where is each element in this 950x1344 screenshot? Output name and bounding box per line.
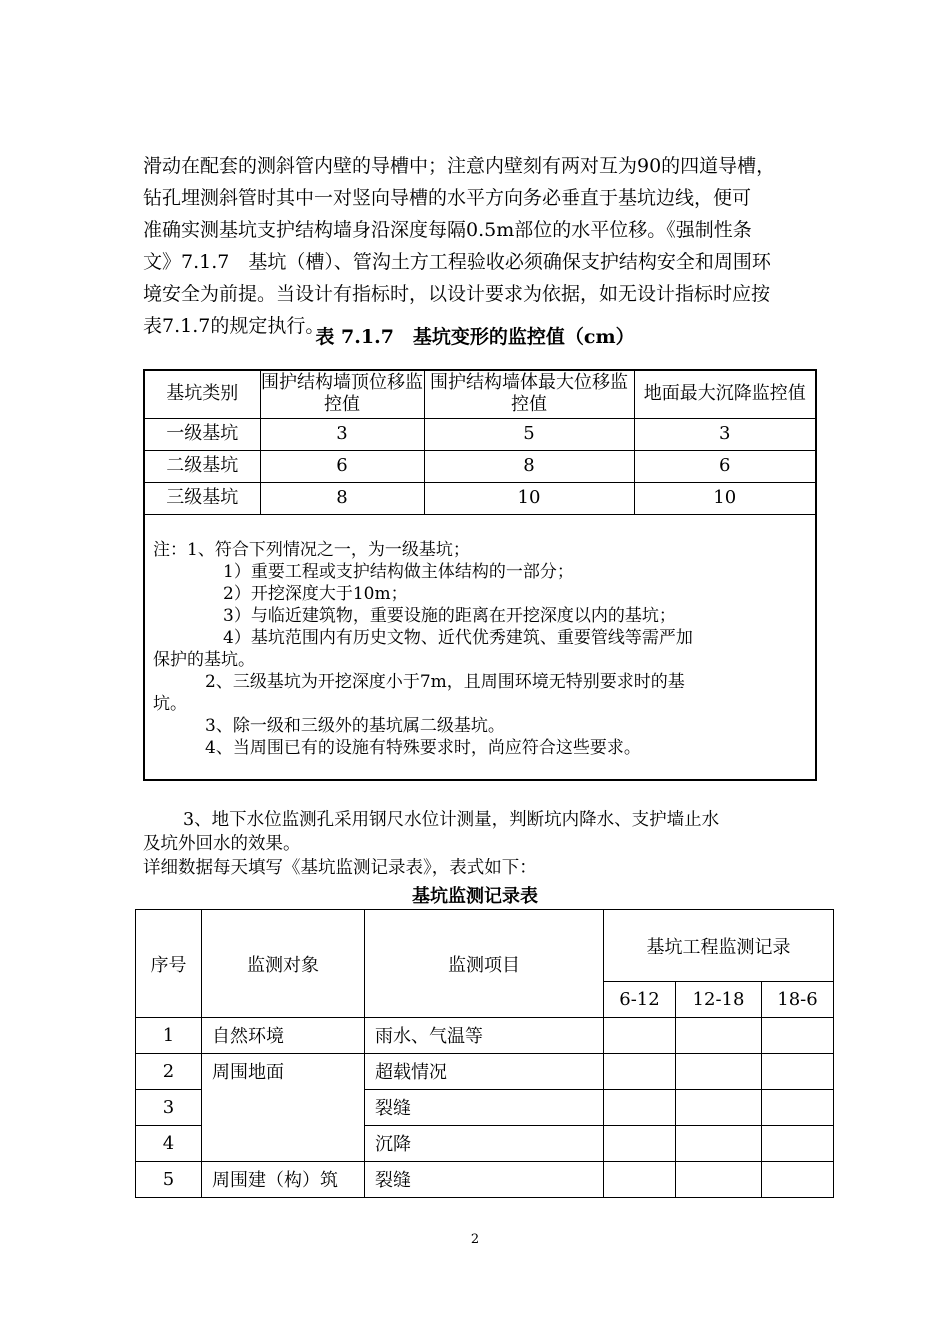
note-line: 2、三级基坑为开挖深度小于7m，且周围环境无特别要求时的基 (205, 671, 685, 692)
table-cell: 8 (424, 450, 634, 482)
para2-line: 详细数据每天填写《基坑监测记录表》，表式如下： (143, 858, 537, 878)
table-cell: 超载情况 (365, 1054, 604, 1090)
table-cell (762, 1090, 834, 1126)
table-cell: 周围建（构）筑 (202, 1162, 365, 1198)
table-row (144, 482, 816, 514)
table-cell: 10 (634, 482, 816, 514)
header-cell: 序号 (136, 910, 202, 1018)
table-cell (762, 1126, 834, 1162)
table-cell (604, 1090, 676, 1126)
table-cell (676, 1090, 762, 1126)
table-cell: 沉降 (365, 1126, 604, 1162)
note-line: 3、除一级和三级外的基坑属二级基坑。 (205, 715, 505, 736)
table-note (144, 514, 816, 780)
table-row (136, 1018, 834, 1054)
table2-title: 基坑监测记录表 (412, 886, 538, 907)
table-header-row (136, 910, 834, 982)
note-line: 2）开挖深度大于10m； (223, 583, 408, 604)
header-cell: 围护结构墙体最大位移监控值 (424, 370, 634, 418)
intro-line: 表7.1.7的规定执行。 (143, 315, 325, 337)
table-cell: 周围地面 (202, 1054, 365, 1162)
intro-line: 准确实测基坑支护结构墙身沿深度每隔0.5m部位的水平位移。《强制性条 (143, 219, 752, 241)
table-row (136, 1162, 834, 1198)
intro-paragraph (143, 150, 863, 342)
table-cell: 6 (634, 450, 816, 482)
monitoring-record-table (135, 909, 834, 1198)
table-cell (604, 1018, 676, 1054)
header-cell: 监测对象 (202, 910, 365, 1018)
table-cell: 三级基坑 (144, 482, 260, 514)
table-cell: 裂缝 (365, 1090, 604, 1126)
intro-line: 钻孔埋测斜管时其中一对竖向导槽的水平方向务必垂直于基坑边线，便可 (143, 187, 752, 209)
table-cell (676, 1126, 762, 1162)
deformation-control-table (143, 369, 817, 781)
header-cell: 基坑类别 (144, 370, 260, 418)
table-cell: 一级基坑 (144, 418, 260, 450)
period-cell: 18-6 (762, 982, 834, 1018)
note-line: 4、当周围已有的设施有特殊要求时，尚应符合这些要求。 (205, 737, 641, 758)
header-cell: 基坑工程监测记录 (604, 910, 834, 982)
table-cell (762, 1018, 834, 1054)
note-line: 注：1、符合下列情况之一，为一级基坑； (153, 539, 470, 560)
table-cell: 自然环境 (202, 1018, 365, 1054)
table-header-row (144, 370, 816, 418)
header-cell: 地面最大沉降监控值 (634, 370, 816, 418)
note-line: 坑。 (153, 693, 187, 714)
table-cell: 5 (136, 1162, 202, 1198)
header-cell: 监测项目 (365, 910, 604, 1018)
table-row (144, 450, 816, 482)
table-row (144, 418, 816, 450)
table-cell: 1 (136, 1018, 202, 1054)
table-cell (604, 1054, 676, 1090)
intro-line: 文》7.1.7 基坑（槽）、管沟土方工程验收必须确保支护结构安全和周围环 (143, 251, 771, 273)
header-cell: 围护结构墙顶位移监控值 (260, 370, 424, 418)
intro-line: 境安全为前提。当设计有指标时，以设计要求为依据，如无设计指标时应按 (143, 283, 771, 305)
note-line: 3）与临近建筑物，重要设施的距离在开挖深度以内的基坑； (223, 605, 676, 626)
table-cell (604, 1126, 676, 1162)
page-number: 2 (470, 1232, 480, 1247)
note-line: 4）基坑范围内有历史文物、近代优秀建筑、重要管线等需严加 (223, 627, 693, 648)
table-note-row (144, 514, 816, 780)
table-cell: 6 (260, 450, 424, 482)
table-cell: 8 (260, 482, 424, 514)
note-line: 1）重要工程或支护结构做主体结构的一部分； (223, 561, 574, 582)
table-cell (676, 1162, 762, 1198)
para2-line: 3、地下水位监测孔采用钢尺水位计测量，判断坑内降水、支护墙止水 (183, 810, 720, 830)
table-cell: 10 (424, 482, 634, 514)
intro-line: 滑动在配套的测斜管内壁的导槽中；注意内壁刻有两对互为90的四道导槽， (143, 155, 776, 177)
table-cell (604, 1162, 676, 1198)
table-cell: 裂缝 (365, 1162, 604, 1198)
para2-line: 及坑外回水的效果。 (143, 834, 301, 854)
table-cell: 二级基坑 (144, 450, 260, 482)
table-cell: 5 (424, 418, 634, 450)
table-row (136, 1054, 834, 1090)
table-cell (676, 1054, 762, 1090)
table-cell: 雨水、气温等 (365, 1018, 604, 1054)
note-line: 保护的基坑。 (153, 649, 255, 670)
table1-title: 表 7.1.7 基坑变形的监控值（cm） (315, 326, 635, 348)
table-cell (676, 1018, 762, 1054)
groundwater-paragraph (143, 808, 863, 880)
period-cell: 6-12 (604, 982, 676, 1018)
table-cell: 2 (136, 1054, 202, 1090)
table-cell: 3 (260, 418, 424, 450)
table-cell: 3 (136, 1090, 202, 1126)
table-cell: 3 (634, 418, 816, 450)
period-cell: 12-18 (676, 982, 762, 1018)
table-cell (762, 1162, 834, 1198)
table-cell (762, 1054, 834, 1090)
table-cell: 4 (136, 1126, 202, 1162)
